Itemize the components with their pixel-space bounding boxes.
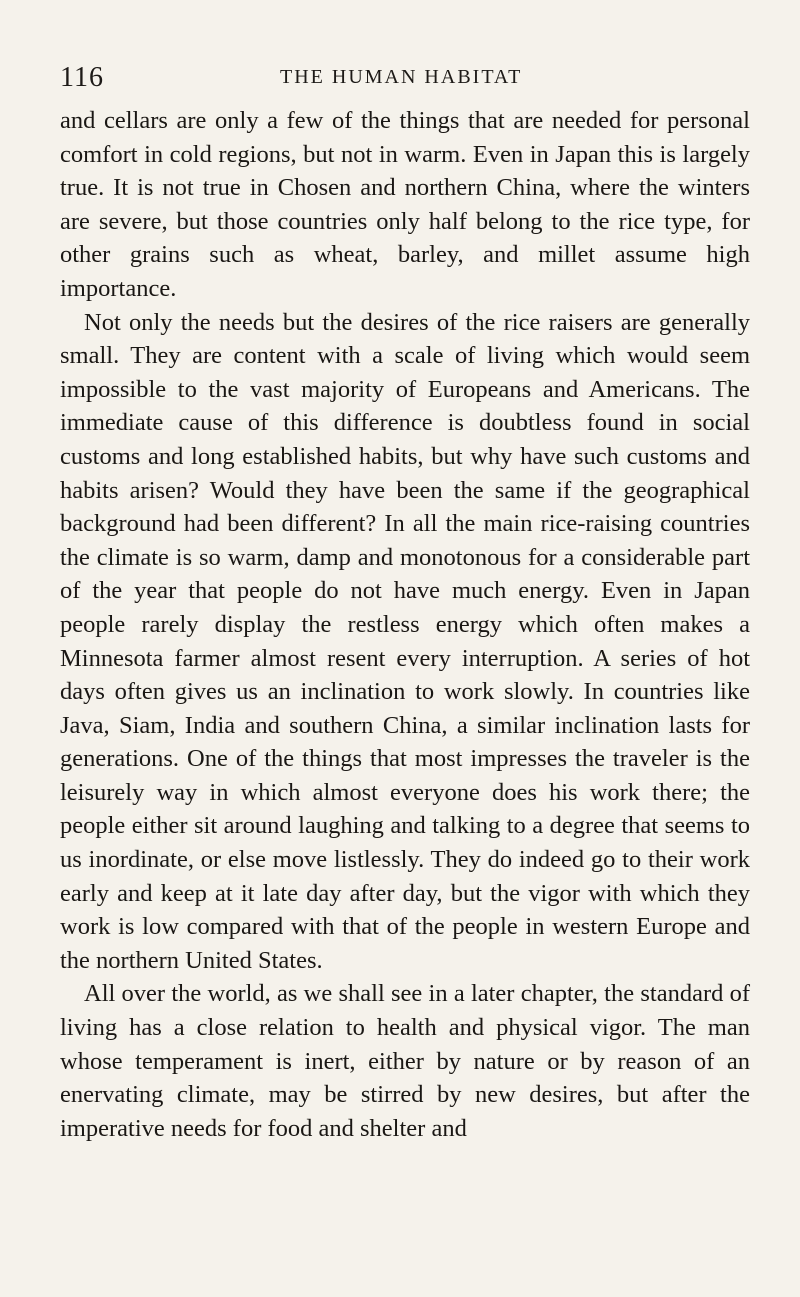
body-text bbox=[60, 104, 750, 1145]
page-number: 116 bbox=[60, 62, 104, 93]
page-header bbox=[60, 62, 750, 96]
paragraph-3: All over the world, as we shall see in a later chapter, the standard of living has a close relation to health and physical vigor. The man whose temperament is inert, either by nature or by reason of an enervating climate, may be stirred by new desires, but after the imperative needs for food and shelter and bbox=[60, 980, 750, 1142]
paragraph-1: and cellars are only a few of the things that are needed for personal comfort in cold regions, but not in warm. Even in Japan this is largely true. It is not true in Chosen and northern China, where the winters are severe, but those countries only half belong to the rice type, for other grains such as wheat, barley, and millet assume high importance. bbox=[60, 107, 750, 302]
running-head: THE HUMAN HABITAT bbox=[280, 66, 523, 88]
paragraph-2: Not only the needs but the desires of the rice raisers are generally small. They are content with a scale of living which would seem impossible to the vast majority of Europeans and Americans. The immediate cause of this difference is doubtless found in social customs and long established habits, but why have such customs and habits arisen? Would they have been the same if the geographical background had been different? In all the main rice-raising countries the climate is so warm, damp and monotonous for a considerable part of the year that people do not have much energy. Even in Japan people rarely display the restless energy which often makes a Minnesota farmer almost resent every interruption. A series of hot days often gives us an inclination to work slowly. In countries like Java, Siam, India and southern China, a similar inclination lasts for generations. One of the things that most impresses the traveler is the leisurely way in which almost everyone does his work there; the people either sit around laughing and talking to a degree that seems to us inordinate, or else move listlessly. They do indeed go to their work early and keep at it late day after day, but the vigor with which they work is low compared with that of the people in western Europe and the northern United States. bbox=[60, 308, 750, 974]
